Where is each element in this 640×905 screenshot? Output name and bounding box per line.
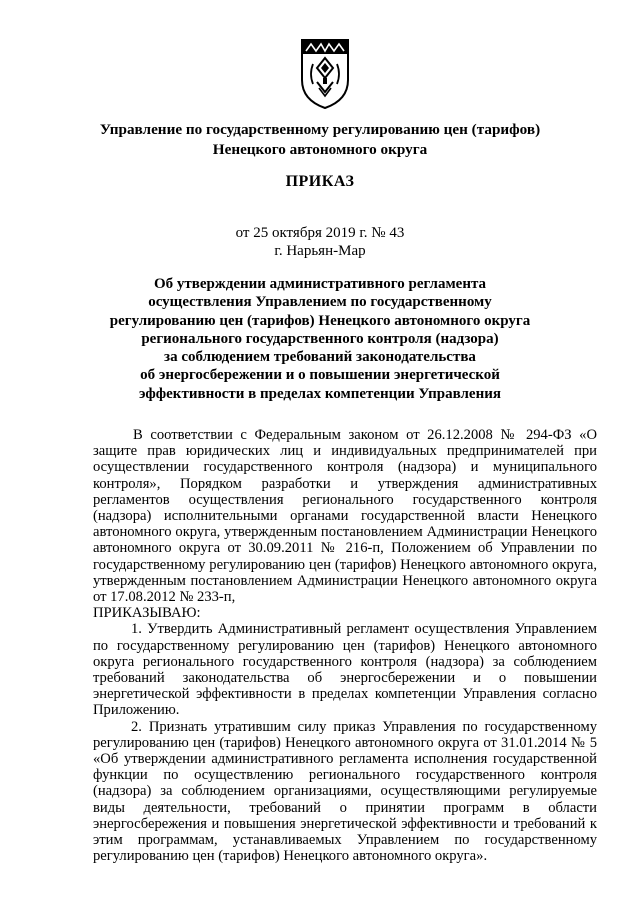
item-1-paragraph: 1. Утвердить Административный регламент осуществления Управлением по государственному регулированию цен (тарифов) Ненецкого автономного округа регионального государственного контроля (надзора) за соблюдением требований законодательства об энергосбережении и о повышении энергетической эффективности в пределах компетенции Управления согласно Приложению. [93,621,597,719]
title-line: регионального государственного контроля (надзора) [141,330,499,347]
document-body [93,427,597,864]
title-line: осуществления Управлением по государственному [148,294,492,311]
title-line: Об утверждении административного регламента [153,276,487,292]
item-2-paragraph: 2. Признать утратившим силу приказ Управления по государственному регулированию цен (тарифов) Ненецкого автономного округа от 31.01.2014 № 5 «Об утверждении административного регламента исполнения государственной функции по осуществлению регионального государственного контроля (надзора) за соблюдением организациями, осуществляющими регулируемые виды деятельности, требований о принятии программ в области энергосбережения и повышения энергетической эффективности и требований к этим программам, устанавливаемых Управлением по государственному регулированию цен (тарифов) Ненецкого автономного округа». [93,718,597,865]
title-line: об энергосбережении и о повышении энергетической [140,367,500,384]
date-and-place [60,224,580,260]
preamble-paragraph: В соответствии с Федеральным законом от 26.12.2008 № 294-ФЗ «О защите прав юридических лиц и индивидуальных предпринимателей при осуществлении государственного контроля (надзора) и муниципального контроля», Порядком разработки и утверждения административных регламентов осуществления регионального государственного контроля (надзора) исполнительными органами государственной власти Ненецкого автономного округа, утвержденным постановлением Администрации Ненецкого автономного округа от 30.09.2011 № 216-п, Положением об Управлении по государственному регулированию цен (тарифов) Ненецкого автономного округа, утвержденным постановлением Администрации Ненецкого автономного округа от 17.08.2012 № 233-п, [93,427,597,606]
title-line: регулированию цен (тарифов) Ненецкого автономного округа [109,312,531,329]
date-number: от 25 октября 2019 г. № 43 [235,225,405,241]
place: г. Нарьян-Мар [274,243,366,259]
organization-name [60,120,580,160]
org-line-1: Управление по государственному регулированию цен (тарифов) [99,121,541,138]
order-word: ПРИКАЗЫВАЮ: [93,605,201,622]
document-type: ПРИКАЗ [285,173,355,190]
document-title [60,275,580,403]
title-line: эффективности в пределах компетенции Управления [139,385,501,402]
nao-coat-of-arms-icon [299,34,351,112]
org-line-2: Ненецкого автономного округа [212,141,428,158]
title-line: за соблюдением требований законодательства [164,349,476,366]
